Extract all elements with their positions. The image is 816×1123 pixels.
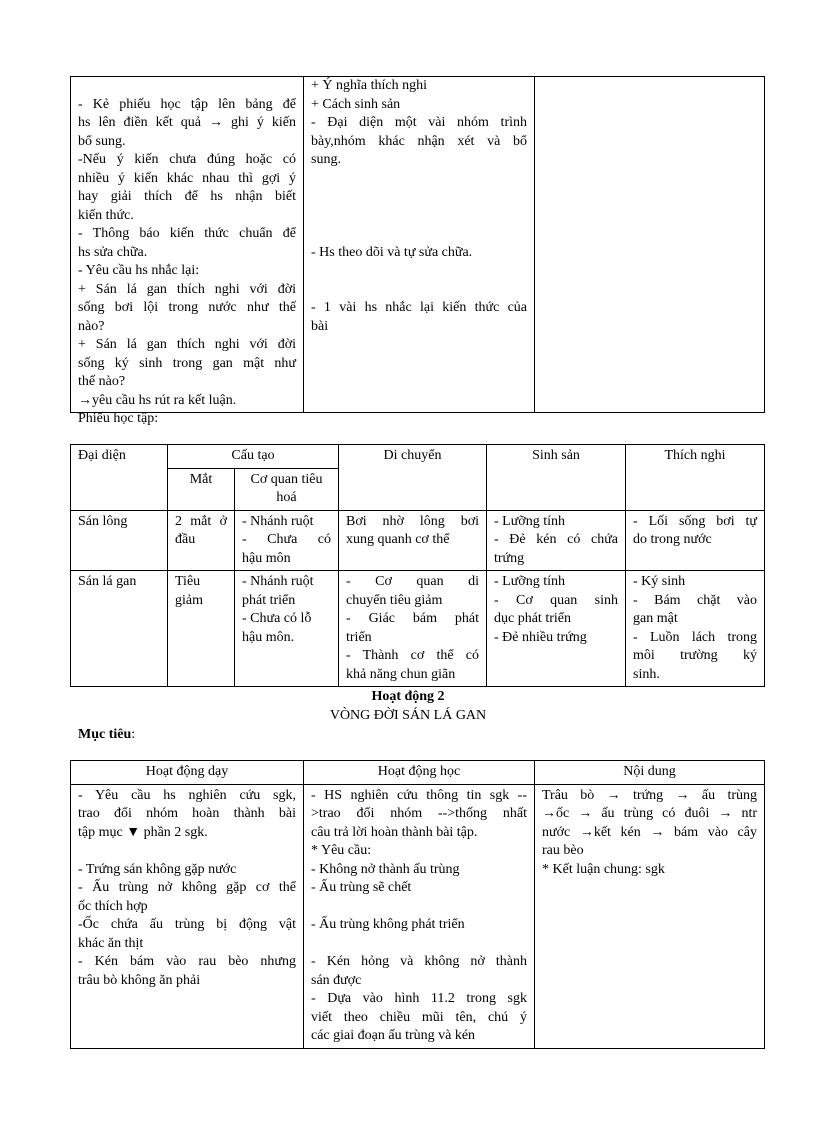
text-line: sán được [311,972,362,988]
header-di-chuyen: Di chuyển [339,445,487,511]
text-line: chuyển tiêu giảm [346,592,443,608]
cell-mat [168,571,235,687]
text-line: - Yêu cầu hs nhắc lại: [78,263,200,278]
cell-di-chuyen [339,510,487,571]
text-line: - Đẻ nhiều trứng [494,629,587,645]
text-line: - Giác bám phát [346,611,479,626]
text-line: dục phát triển [494,611,571,626]
text-line: * Yêu cầu: [311,843,372,858]
cell-di-chuyen [339,571,487,687]
text-line: - Kén hỏng và không nở thành [311,954,527,969]
cell-name: Sán lông [71,510,168,571]
cell-co-quan [235,571,339,687]
objective-text: Mục tiêu [78,727,132,742]
text-line: - Đại diện một vài nhóm trình [311,115,527,130]
text-line: - Đẻ kén có chứa [494,532,618,547]
activity-table-2 [70,760,765,1049]
cell-sinh-san [487,510,626,571]
text-line: - Thông báo kiến thức chuẩn để [78,226,296,241]
text-line: câu trả lời hoàn thành bài tập. [311,824,478,840]
text-line: + Cách sinh sản [311,96,401,112]
text-line: - Ký sinh [633,574,686,589]
text-line: sống bơi lội trong nước như thế [78,300,296,315]
table-row [71,510,765,571]
text-line: khả năng chun giãn [346,666,456,682]
text-line: - Kén bám vào rau bèo nhưng [78,954,296,969]
text-line: nước →kết kén → bám vào cây [542,824,757,840]
text-line: - Lưỡng tính [494,574,565,589]
cell-thich-nghi [626,510,765,571]
header-cau-tao: Cấu tạo [168,445,339,469]
text-line: >trao đổi nhóm -->thống nhất [311,806,527,821]
text-line: trâu bò không ăn phải [78,972,201,988]
objective-label [78,727,135,743]
header-thich-nghi: Thích nghi [626,445,765,511]
text-line: - Lối sống bơi tự [633,513,757,529]
text-line: Tiêu [175,574,201,589]
text-line: hay giải thích để hs nhận biết [78,189,296,204]
text-line: phát triển [242,592,296,608]
text-line: - Hs theo dõi và tự sửa chữa. [311,244,473,260]
student-activity-cell [304,77,535,413]
text-line: do trong nước [633,532,712,547]
text-line: 2 mắt ở [175,513,227,529]
text-line: - Nhánh ruột [242,574,314,589]
content-cell [535,77,765,413]
text-line: kiến thức. [78,207,134,223]
text-line: - Nhánh ruột [242,513,314,529]
teacher-activity-cell [71,784,304,1048]
text-line: bài [311,318,329,334]
cell-co-quan [235,510,339,571]
text-line: - Yêu cầu hs nghiên cứu sgk, [78,787,296,803]
text-line: - Không nở thành ấu trùng [311,861,460,877]
worksheet-label: Phiếu học tập: [78,411,159,426]
cell-mat [168,510,235,571]
text-line: Cơ quan tiêu [250,471,323,487]
text-line: Bơi nhờ lông bơi [346,513,479,529]
student-activity-cell [304,784,535,1048]
text-line: - Chưa có [242,532,331,547]
header-learning: Hoạt động học [304,761,535,785]
activity-title: Hoạt động 2 [371,689,445,704]
text-line: - Cơ quan sinh [494,592,618,608]
text-line: Trâu bò → trứng → ấu trùng [542,787,757,803]
text-line: - Thành cơ thể có [346,648,479,663]
cell-sinh-san [487,571,626,687]
table-row [71,571,765,687]
header-co-quan [235,468,339,510]
text-line: nhiều ý kiến khác nhau thì gợi ý [78,170,296,186]
text-line: viết theo chiều mũi tên, chú ý [311,1009,527,1025]
text-line: - Lưỡng tính [494,513,565,529]
cell-thich-nghi [626,571,765,687]
text-line: hs lên điền kết quả → ghi ý kiến [78,115,296,130]
text-line: * Kết luận chung: sgk [542,861,665,877]
cell-name: Sán lá gan [71,571,168,687]
header-teaching: Hoạt động dạy [71,761,304,785]
text-line: →yêu cầu hs rút ra kết luận. [78,392,237,408]
teacher-activity-cell [71,77,304,413]
text-line: sinh. [633,666,660,682]
text-line: bày,nhóm khác nhận xét và bổ [311,133,527,149]
text-line: môi trường ký [633,648,757,663]
text-line: + Ý nghĩa thích nghi [311,78,427,93]
content-cell [535,784,765,1048]
activity-table-1 [70,76,765,413]
text-line: →ốc → ấu trùng có đuôi → ntr [542,806,757,821]
text-line: - Chưa có lỗ [242,611,312,626]
text-line: -Ốc chứa ấu trùng bị động vật [78,917,296,932]
text-line: - Kẻ phiếu học tập lên bảng để [78,96,296,112]
text-line: nào? [78,318,105,334]
activity-subtitle: VÒNG ĐỜI SÁN LÁ GAN [329,708,487,723]
text-line: - Trứng sán không gặp nước [78,861,237,877]
text-line: trao đổi nhóm hoàn thành bài [78,806,296,821]
objective-colon: : [131,727,136,742]
text-line: - Ấu trùng sẽ chết [311,880,412,895]
text-line: trứng [494,550,525,566]
text-line: - Dựa vào hình 11.2 trong sgk [311,991,527,1006]
text-line: hậu môn. [242,629,295,645]
text-line: ốc thích hợp [78,898,148,914]
header-dai-dien: Đại diện [71,445,168,511]
text-line: hậu môn [242,550,291,566]
text-line: hoá [276,490,297,505]
text-line: xung quanh cơ thể [346,532,450,547]
text-line: bổ sung. [78,133,126,149]
text-line: tập mục ▼ phần 2 sgk. [78,824,208,840]
text-line: gan mật [633,611,678,626]
text-line: -Nếu ý kiến chưa đúng hoặc có [78,152,296,167]
text-line: - Cơ quan di [346,574,479,589]
text-line: các giai đoạn ấu trùng và kén [311,1028,476,1043]
text-line: - Ấu trùng nở không gặp cơ thể [78,880,296,895]
text-line: rau bèo [542,843,584,858]
text-line: - Luồn lách trong [633,629,757,645]
text-line: - 1 vài hs nhắc lại kiến thức của [311,300,527,315]
text-line: đầu [175,532,196,547]
text-line: - Ấu trùng không phát triển [311,917,465,932]
text-line: khác ăn thịt [78,935,144,951]
worksheet-table [70,444,765,687]
text-line: hs sửa chữa. [78,244,148,260]
text-line: sống ký sinh trong gan mật như [78,355,296,371]
text-line: giảm [175,592,203,608]
text-line: - HS nghiên cứu thông tin sgk -- [311,787,527,803]
header-mat: Mắt [168,468,235,510]
text-line: - Bám chặt vào [633,592,757,608]
text-line: + Sán lá gan thích nghi với đời [78,337,296,352]
text-line: sung. [311,152,341,167]
text-line: thế nào? [78,374,126,389]
text-line: + Sán lá gan thích nghi với đời [78,281,296,297]
text-line: triển [346,629,372,645]
header-sinh-san: Sinh sản [487,445,626,511]
header-content: Nội dung [535,761,765,785]
